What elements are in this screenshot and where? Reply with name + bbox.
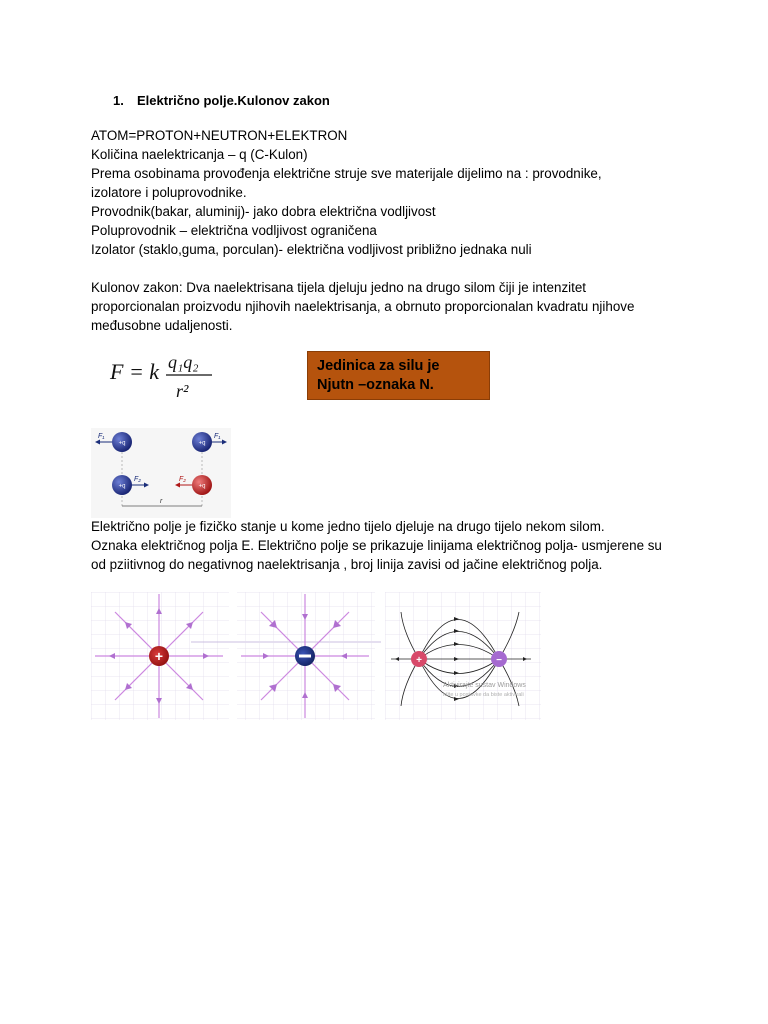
- intro-paragraph: [91, 126, 691, 259]
- charges-figure: [91, 428, 231, 518]
- svg-text:F₂: F₂: [179, 476, 186, 483]
- svg-text:F₁: F₁: [98, 433, 105, 440]
- positive-field-panel: [91, 592, 229, 720]
- text-line: Količina naelektricanja – q (C-Kulon): [91, 147, 308, 162]
- positive-charge-symbol: +: [154, 648, 164, 664]
- unit-box-line: Jedinica za silu je: [317, 358, 440, 374]
- formula-denominator: r²: [176, 381, 189, 401]
- svg-text:+q: +q: [198, 440, 206, 447]
- coulomb-paragraph: [91, 278, 691, 335]
- unit-box-line: Njutn –oznaka N.: [317, 377, 434, 393]
- unit-box: [307, 351, 490, 400]
- text-line: Poluprovodnik – električna vodljivost ograničena: [91, 223, 377, 238]
- text-line: od pziitivnog do negativnog naelektrisanja , broj linija zavisi od jačine električnog polja.: [91, 557, 603, 572]
- negative-charge-bar: [299, 655, 311, 658]
- section-number: 1.: [113, 93, 124, 108]
- section-heading: [113, 93, 330, 108]
- svg-text:r: r: [160, 498, 163, 505]
- section-title: Električno polje.Kulonov zakon: [137, 93, 330, 108]
- field-lines-figure: [91, 592, 543, 727]
- text-line: međusobne udaljenosti.: [91, 318, 233, 333]
- svg-text:F₂: F₂: [134, 476, 141, 483]
- field-paragraph: [91, 517, 691, 574]
- watermark-text: Aktivirajte sustav Windows: [443, 682, 526, 689]
- coulomb-formula: [108, 350, 228, 405]
- text-line: Električno polje je fizičko stanje u kome jedno tijelo djeluje na drugo tijelo nekom silom.: [91, 519, 605, 534]
- svg-text:F₁: F₁: [214, 433, 221, 440]
- formula-lhs: F = k: [110, 359, 160, 384]
- text-line: izolatore i poluprovodnike.: [91, 185, 247, 200]
- text-line: ATOM=PROTON+NEUTRON+ELEKTRON: [91, 128, 348, 143]
- dipole-field-panel: [385, 592, 541, 720]
- text-line: Izolator (staklo,guma, porculan)- električna vodljivost približno jednaka nuli: [91, 242, 532, 257]
- dipole-negative-symbol: −: [496, 655, 502, 666]
- dipole-positive-symbol: +: [416, 655, 422, 666]
- svg-text:+q: +q: [198, 483, 206, 490]
- watermark-text: Idite u postavke da biste aktivirali: [443, 692, 524, 698]
- text-line: Kulonov zakon: Dva naelektrisana tijela djeluju jedno na drugo silom čiji je intenzitet: [91, 280, 586, 295]
- formula-numerator: q₁q₂: [168, 352, 199, 372]
- negative-field-panel: [237, 592, 375, 720]
- text-line: proporcionalan proizvodu njihovih naelektrisanja, a obrnuto proporcionalan kvadratu njihove: [91, 299, 635, 314]
- svg-text:+q: +q: [118, 440, 126, 447]
- text-line: Prema osobinama provođenja električne struje sve materijale dijelimo na : provodnike,: [91, 166, 602, 181]
- svg-text:+q: +q: [118, 483, 126, 490]
- text-line: Oznaka električnog polja E. Električno polje se prikazuje linijama električnog polja- usmjerene su: [91, 538, 662, 553]
- text-line: Provodnik(bakar, aluminij)- jako dobra električna vodljivost: [91, 204, 436, 219]
